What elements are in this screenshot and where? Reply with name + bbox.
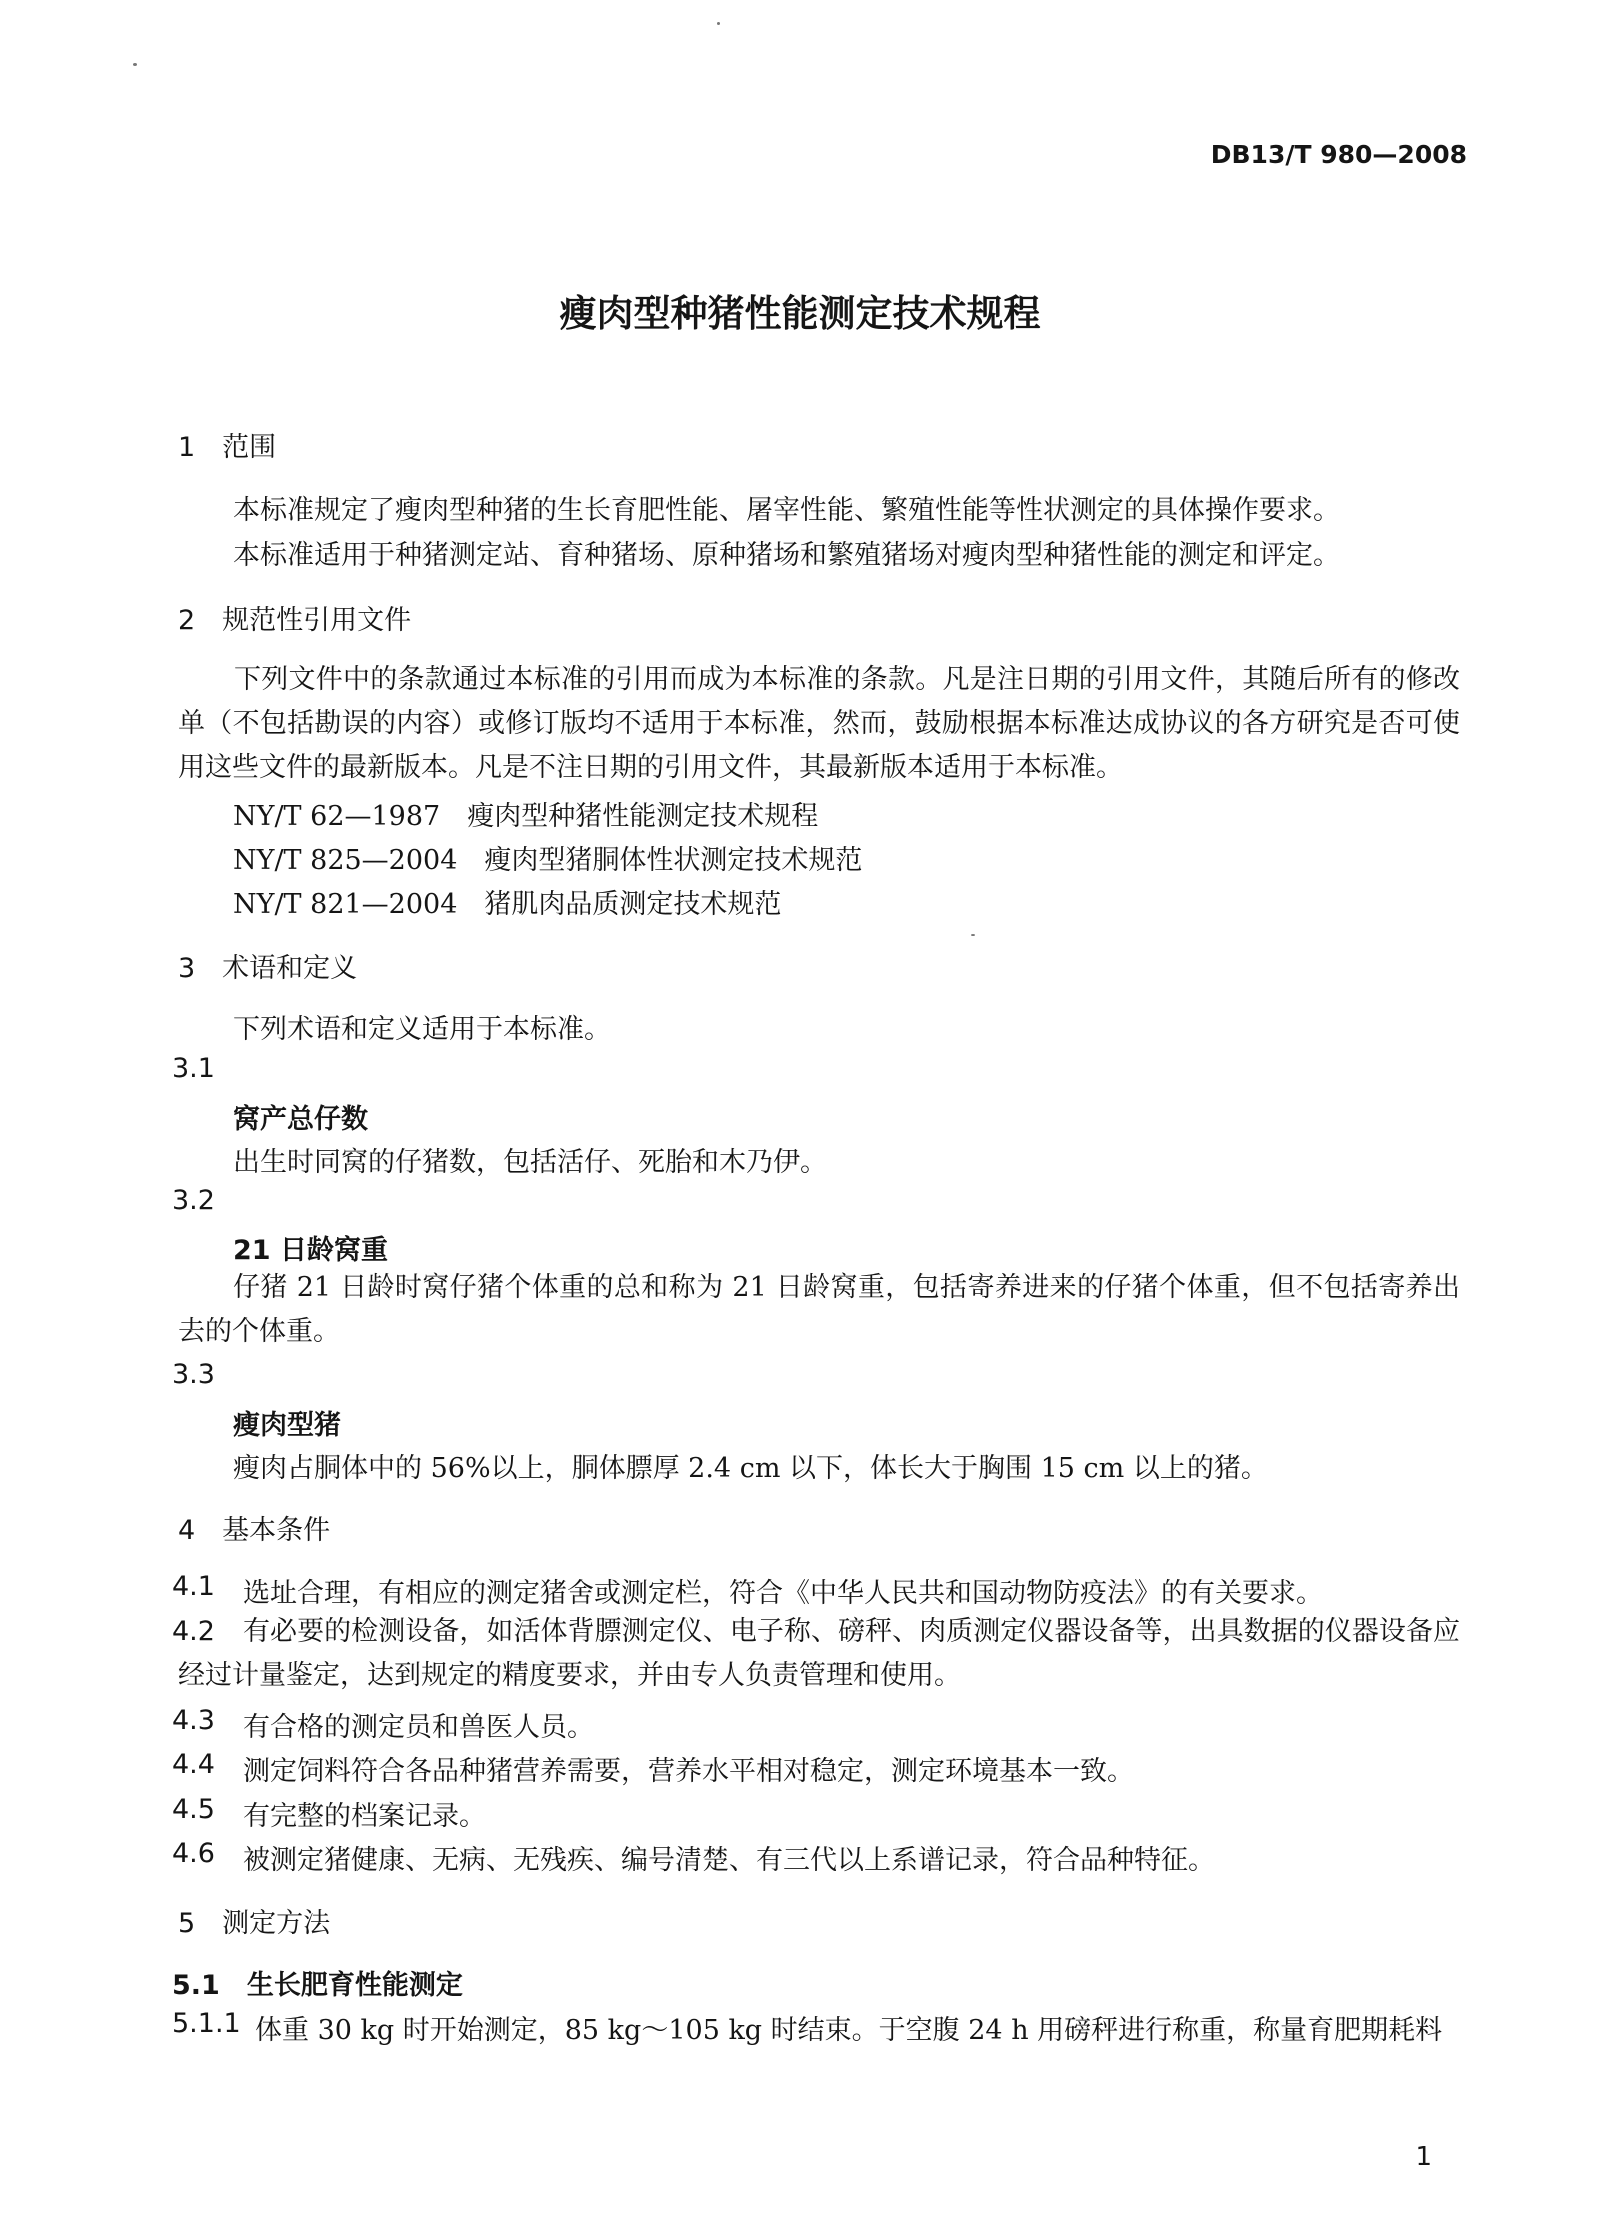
item-number: 4.2 — [172, 1616, 215, 1647]
term-name: 21 日龄窝重 — [233, 1235, 388, 1266]
reference-item: NY/T 825—2004 瘦肉型猪胴体性状测定技术规范 — [233, 845, 863, 876]
item-number: 4.6 — [172, 1838, 215, 1869]
term-definition: 仔猪 21 日龄时窝仔猪个体重的总和称为 21 日龄窝重，包括寄养进来的仔猪个体重，但不包括寄养出去的个体重。 — [178, 1272, 1460, 1347]
item-text: 有合格的测定员和兽医人员。 — [243, 1712, 594, 1743]
section-4-heading: 4 基本条件 — [178, 1515, 331, 1546]
scan-speck — [133, 63, 137, 66]
item-text: 有完整的档案记录。 — [243, 1801, 486, 1832]
term-number: 3.2 — [172, 1185, 215, 1216]
subsection-heading: 5.1 生长肥育性能测定 — [172, 1970, 463, 2001]
section-2-heading: 2 规范性引用文件 — [178, 605, 412, 636]
item-number: 4.4 — [172, 1749, 215, 1780]
item-text: 有必要的检测设备，如活体背膘测定仪、电子称、磅秤、肉质测定仪器设备等，出具数据的仪器设备应经过计量鉴定，达到规定的精度要求，并由专人负责管理和使用。 — [178, 1616, 1460, 1691]
reference-item: NY/T 821—2004 猪肌肉品质测定技术规范 — [233, 889, 782, 920]
item-number: 4.1 — [172, 1571, 215, 1602]
term-definition: 瘦肉占胴体中的 56%以上，胴体膘厚 2.4 cm 以下，体长大于胸围 15 cm 以上的猪。 — [233, 1453, 1268, 1484]
item-text: 体重 30 kg 时开始测定，85 kg～105 kg 时结束。于空腹 24 h 用磅秤进行称重，称量育肥期耗料 — [255, 2015, 1443, 2046]
section-2-para: 下列文件中的条款通过本标准的引用而成为本标准的条款。凡是注日期的引用文件，其随后所有的修改单（不包括勘误的内容）或修订版均不适用于本标准，然而，鼓励根据本标准达成协议的各方研究是否可使用这些文件的最新版本。凡是不注日期的引用文件，其最新版本适用于本标准。 — [178, 664, 1460, 783]
item-text: 选址合理，有相应的测定猪舍或测定栏，符合《中华人民共和国动物防疫法》的有关要求。 — [243, 1578, 1323, 1609]
section-5-heading: 5 测定方法 — [178, 1908, 331, 1939]
section-1-para-1: 本标准规定了瘦肉型种猪的生长育肥性能、屠宰性能、繁殖性能等性状测定的具体操作要求。 — [233, 495, 1340, 526]
item-text: 被测定猪健康、无病、无残疾、编号清楚、有三代以上系谱记录，符合品种特征。 — [243, 1845, 1215, 1876]
item-number: 4.3 — [172, 1705, 215, 1736]
scan-speck — [971, 934, 975, 936]
page-number: 1 — [1415, 2142, 1432, 2172]
standard-code: DB13/T 980—2008 — [1210, 140, 1467, 169]
term-name: 窝产总仔数 — [233, 1104, 368, 1135]
term-number: 3.3 — [172, 1359, 215, 1390]
item-text: 测定饲料符合各品种猪营养需要，营养水平相对稳定，测定环境基本一致。 — [243, 1756, 1134, 1787]
section-1-para-2: 本标准适用于种猪测定站、育种猪场、原种猪场和繁殖猪场对瘦肉型种猪性能的测定和评定。 — [233, 540, 1340, 571]
page-title: 瘦肉型种猪性能测定技术规程 — [559, 292, 1041, 335]
term-name: 瘦肉型猪 — [233, 1410, 341, 1441]
reference-item: NY/T 62—1987 瘦肉型种猪性能测定技术规程 — [233, 801, 819, 832]
section-3-heading: 3 术语和定义 — [178, 953, 358, 984]
item-number: 4.5 — [172, 1794, 215, 1825]
item-number: 5.1.1 — [172, 2008, 241, 2039]
term-number: 3.1 — [172, 1053, 215, 1084]
section-1-heading: 1 范围 — [178, 432, 277, 463]
scan-speck — [717, 22, 720, 25]
term-definition: 出生时同窝的仔猪数，包括活仔、死胎和木乃伊。 — [233, 1147, 827, 1178]
section-3-intro: 下列术语和定义适用于本标准。 — [233, 1014, 611, 1045]
